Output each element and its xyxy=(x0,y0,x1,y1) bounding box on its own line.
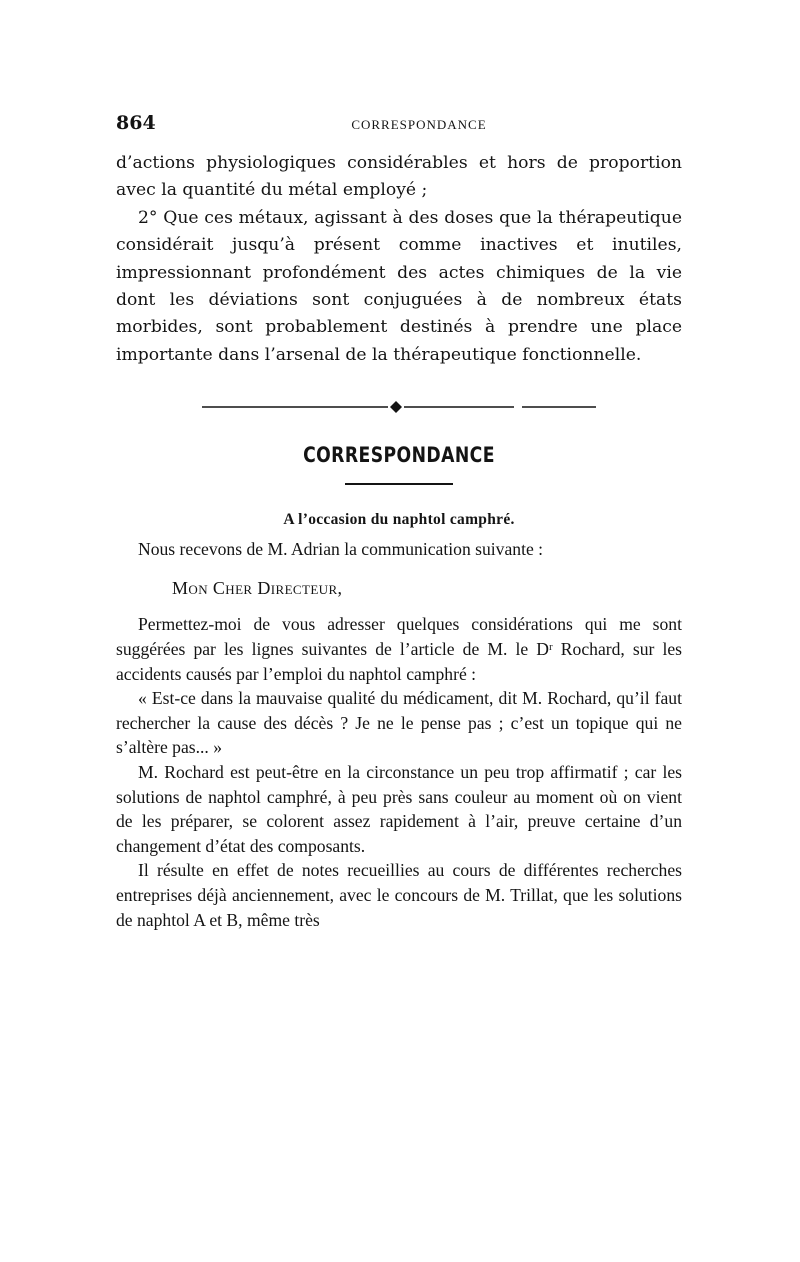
paragraph: d’actions physiologiques considérables et hors de proportion avec la quantité du métal employé ; xyxy=(116,153,682,201)
paragraph: M. Rochard est peut-être en la circonstance un peu trop affirmatif ; car les solutions de naphtol camphré, à peu près sans couleur au moment où on vient de les préparer, se colorent assez rapidement à l’air, preuve certaine d’un changement d’état des composants. xyxy=(116,762,682,856)
title-rule xyxy=(345,483,453,485)
letter-body xyxy=(116,537,682,932)
book-page xyxy=(116,112,682,932)
intro-line: Nous recevons de M. Adrian la communication suivante : xyxy=(138,539,544,560)
paragraph: « Est-ce dans la mauvaise qualité du médicament, dit M. Rochard, qu’il faut rechercher la cause des décès ? Je ne le pense pas ; c’est un topique qui ne s’altère pas... » xyxy=(116,688,682,758)
paragraph: Il résulte en effet de notes recueillies au cours de différentes recherches entreprises déjà anciennement, avec le concours de M. Trillat, que les solutions de naphtol A et B, même très xyxy=(116,860,682,930)
running-title: CORRESPONDANCE xyxy=(351,117,487,132)
paragraph: 2° Que ces métaux, agissant à des doses que la thérapeutique considérait jusqu’à présent comme inactives et inutiles, impressionnant profondément des actes chimiques de la vie dont les déviations sont conjuguées à de nombreux états morbides, sont probablement destinés à prendre une place importante dans l’arsenal de la thérapeutique fonctionnelle. xyxy=(116,207,682,365)
article-subtitle: A l’occasion du naphtol camphré. xyxy=(283,511,515,529)
section-title: CORRESPONDANCE xyxy=(303,443,495,468)
page-number: 864 xyxy=(116,112,156,134)
paragraph: Permettez-moi de vous adresser quelques considérations qui me sont suggérées par les lignes suivantes de l’article de M. le Dʳ Rochard, sur les accidents causés par l’emploi du naphtol camphré : xyxy=(116,614,682,684)
salutation: Mon Cher Directeur, xyxy=(172,577,343,598)
ornamental-divider xyxy=(202,401,596,413)
divider-diamond-icon xyxy=(202,401,596,413)
running-head xyxy=(116,112,682,138)
continuation-text xyxy=(116,150,682,369)
